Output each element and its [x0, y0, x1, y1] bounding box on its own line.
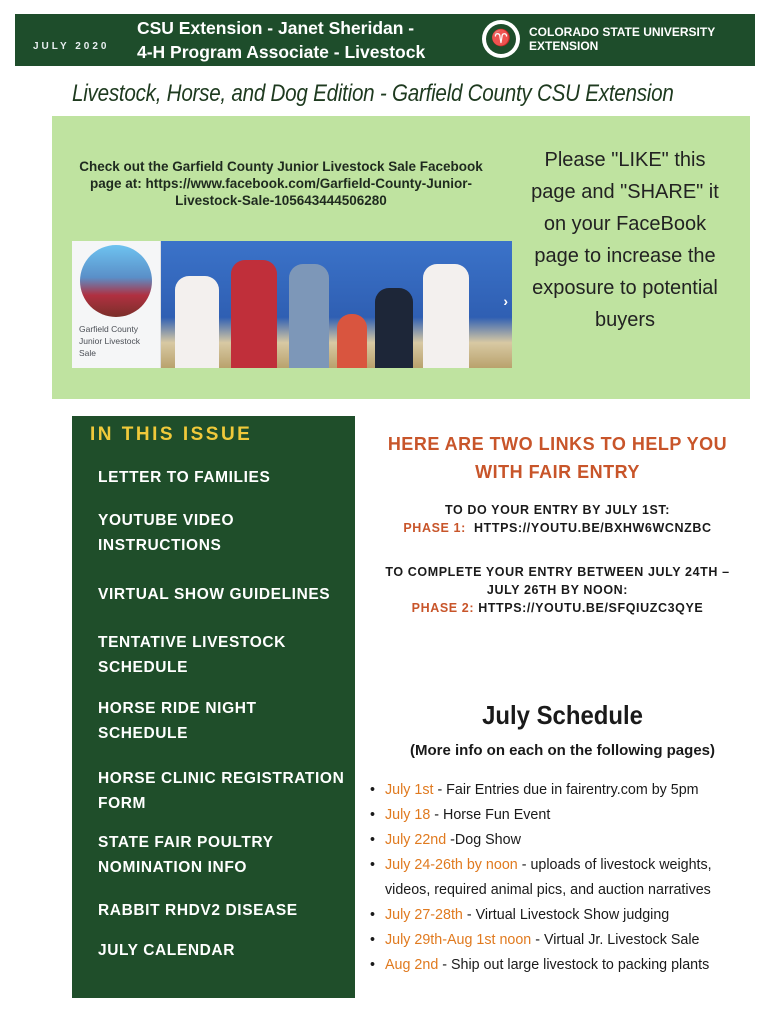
july-schedule-title: July Schedule	[482, 700, 643, 730]
schedule-date: July 29th-Aug 1st noon	[385, 932, 532, 948]
photo-person	[375, 288, 413, 368]
phase2-line	[370, 599, 745, 617]
phase2-link[interactable]: HTTPS://YOUTU.BE/SFQIUZC3QYE	[478, 601, 704, 615]
phase2-intro: TO COMPLETE YOUR ENTRY BETWEEN JULY 24TH – JULY 26TH BY NOON:	[385, 565, 730, 597]
org-line2: EXTENSION	[529, 39, 599, 53]
photo-person	[289, 264, 329, 368]
sidebar-item-july-calendar[interactable]: JULY CALENDAR	[98, 942, 235, 959]
schedule-text: - uploads of livestock weights, videos, required animal pics, and auction narratives	[385, 857, 712, 898]
schedule-date: July 27-28th	[385, 907, 463, 923]
facebook-cover-photo	[161, 241, 512, 368]
header-title-line2: 4-H Program Associate - Livestock	[137, 42, 426, 62]
schedule-text: - Horse Fun Event	[430, 807, 551, 823]
phase1-label: PHASE 1:	[403, 521, 466, 535]
sidebar-item-youtube-video-instructions[interactable]: YOUTUBE VIDEO INSTRUCTIONS	[98, 512, 235, 554]
header-title	[137, 16, 425, 64]
sidebar-item-virtual-show-guidelines[interactable]: VIRTUAL SHOW GUIDELINES	[98, 586, 331, 603]
schedule-text: - Ship out large livestock to packing plants	[438, 957, 710, 973]
schedule-text: - Virtual Livestock Show judging	[462, 907, 670, 923]
photo-person	[337, 314, 367, 368]
facebook-profile-name: Garfield County Junior Livestock Sale	[79, 324, 140, 358]
org-name	[529, 25, 715, 53]
fair-entry-links-heading: HERE ARE TWO LINKS TO HELP YOU WITH FAIR ENTRY	[387, 434, 728, 482]
photo-person	[175, 276, 219, 368]
schedule-item	[370, 778, 760, 803]
schedule-item	[370, 853, 760, 903]
schedule-date: July 1st	[385, 782, 434, 798]
chevron-right-icon[interactable]: ›	[503, 293, 508, 309]
july-schedule-subtitle: (More info on each on the following pages)	[410, 742, 715, 759]
facebook-promo-box	[52, 116, 750, 399]
phase1-line	[370, 519, 745, 537]
schedule-date: July 18	[385, 807, 431, 823]
sidebar-item-horse-clinic-registration-form[interactable]: HORSE CLINIC REGISTRATION FORM	[98, 770, 345, 812]
phase2-block	[370, 563, 745, 617]
profile-avatar	[80, 245, 152, 317]
sidebar-item-horse-ride-night-schedule[interactable]: HORSE RIDE NIGHT SCHEDULE	[98, 700, 257, 742]
schedule-item	[370, 953, 760, 978]
phase1-intro: TO DO YOUR ENTRY BY JULY 1ST:	[444, 503, 671, 517]
csu-ram-logo-icon: ♈	[482, 20, 520, 58]
phase2-label: PHASE 2:	[411, 601, 475, 615]
phase1-link[interactable]: HTTPS://YOUTU.BE/BXHW6WCNZBC	[474, 521, 712, 535]
sidebar-item-tentative-livestock-schedule[interactable]: TENTATIVE LIVESTOCK SCHEDULE	[98, 634, 286, 676]
schedule-item	[370, 803, 760, 828]
schedule-item	[370, 903, 760, 928]
edition-title: Livestock, Horse, and Dog Edition - Garfield County CSU Extension	[72, 80, 674, 107]
july-schedule-list	[370, 778, 760, 978]
org-line1: COLORADO STATE UNIVERSITY	[529, 25, 716, 39]
schedule-item	[370, 828, 760, 853]
schedule-date: Aug 2nd	[385, 957, 439, 973]
schedule-date: July 22nd	[385, 832, 447, 848]
facebook-profile-panel	[72, 241, 161, 368]
newsletter-header	[15, 14, 755, 66]
schedule-text: - Fair Entries due in fairentry.com by 5pm	[433, 782, 699, 798]
header-title-line1: CSU Extension - Janet Sheridan -	[137, 18, 415, 38]
issue-date: JULY 2020	[33, 41, 110, 52]
facebook-page-preview[interactable]	[72, 241, 512, 368]
sidebar-item-rabbit-rhdv2-disease[interactable]: RABBIT RHDV2 DISEASE	[98, 902, 298, 919]
photo-person	[231, 260, 277, 368]
like-share-text: Please "LIKE" this page and "SHARE" it on your FaceBook page to increase the exposure to potential buyers	[531, 149, 719, 331]
schedule-text: - Virtual Jr. Livestock Sale	[531, 932, 700, 948]
in-this-issue-sidebar	[72, 416, 355, 998]
photo-person	[423, 264, 469, 368]
sidebar-heading: IN THIS ISSUE	[90, 424, 253, 445]
phase1-block	[370, 501, 745, 537]
schedule-item	[370, 928, 760, 953]
schedule-date: July 24-26th by noon	[385, 857, 518, 873]
facebook-check-out-text[interactable]: Check out the Garfield County Junior Livestock Sale Facebook page at: https://www.facebook.com/Garfield-County-Junior-Livestock-Sale-105643444506280	[79, 159, 483, 208]
sidebar-item-letter-to-families[interactable]: LETTER TO FAMILIES	[98, 469, 271, 486]
sidebar-item-state-fair-poultry-nomination[interactable]: STATE FAIR POULTRY NOMINATION INFO	[98, 834, 274, 876]
schedule-text: -Dog Show	[446, 832, 521, 848]
